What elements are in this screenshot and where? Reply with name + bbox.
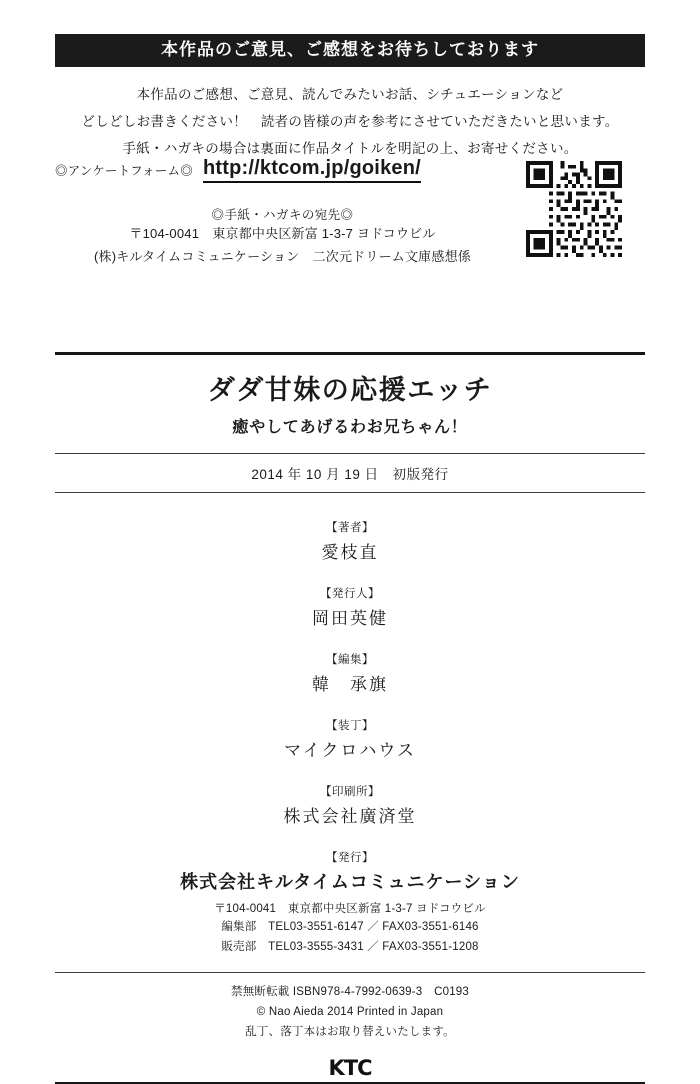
credit-role-design: 【装丁】 <box>326 720 374 733</box>
legal-top-rule <box>55 972 645 973</box>
feedback-body-line-1: 本作品のご感想、ご意見、読んでみたいお話、シチュエーションなど <box>136 87 564 103</box>
legal-block <box>55 982 645 1042</box>
feedback-body-line-2: どしどしお書きください！ 読者の皆様の声を参考にさせていただきたいと思います。 <box>81 114 619 130</box>
qr-code-icon <box>526 161 622 257</box>
publication-date: 2014 年 10 月 19 日 初版発行 <box>251 467 449 483</box>
credit-name-design: マイクロハウス <box>284 741 416 761</box>
credit-publisher-person <box>55 585 645 629</box>
feedback-contact-row <box>55 155 645 269</box>
credit-editor <box>55 651 645 695</box>
mail-address-block <box>55 205 510 269</box>
credit-name-printer: 株式会社廣済堂 <box>283 807 417 827</box>
credit-author <box>55 519 645 563</box>
ktc-logo-text: KTC <box>328 1055 372 1080</box>
mail-address-line-1: 〒104-0041 東京都中央区新富 1-3-7 ヨドコウビル <box>129 226 436 241</box>
feedback-header: 本作品のご意見、ご感想をお待ちしております <box>55 34 645 67</box>
publisher-logo <box>55 1056 645 1080</box>
mail-address-label: ◎手紙・ハガキの宛先◎ <box>211 208 354 222</box>
qr-code <box>526 161 622 257</box>
feedback-body <box>55 81 645 162</box>
legal-copyright: © Nao Aieda 2014 Printed in Japan <box>256 1005 444 1018</box>
colophon-top-rule <box>55 352 645 355</box>
survey-form-row <box>55 157 510 183</box>
book-subtitle: 癒やしてあげるわお兄ちゃん！ <box>232 419 468 437</box>
book-title: ダダ甘妹の応援エッチ <box>207 375 493 405</box>
credit-role-printer: 【印刷所】 <box>320 786 380 799</box>
credit-name-author: 愛枝直 <box>321 543 379 563</box>
credit-printer <box>55 783 645 827</box>
publisher-tel-sales: 販売部 TEL03-3555-3431 ／ FAX03-3551-1208 <box>221 940 479 953</box>
credits-list <box>55 519 645 957</box>
credit-role-author: 【著者】 <box>326 522 374 535</box>
pubdate-bottom-rule <box>55 492 645 493</box>
legal-defect-notice: 乱丁、落丁本はお取り替えいたします。 <box>245 1025 455 1038</box>
publisher-address: 〒104-0041 東京都中央区新富 1-3-7 ヨドコウビル <box>214 903 486 916</box>
credit-name-publisher-person: 岡田英健 <box>312 609 388 629</box>
survey-form-label: ◎アンケートフォーム◎ <box>55 164 193 178</box>
credit-design <box>55 717 645 761</box>
feedback-contact-text <box>55 155 510 269</box>
colophon-section <box>55 352 645 1084</box>
feedback-body-line-3: 手紙・ハガキの場合は裏面に作品タイトルを明記の上、お寄せください。 <box>122 141 578 157</box>
credit-role-editor: 【編集】 <box>326 654 374 667</box>
credit-name-publisher: 株式会社キルタイムコミュニケーション <box>180 872 520 893</box>
survey-form-url[interactable]: http://ktcom.jp/goiken/ <box>203 157 421 183</box>
legal-isbn: 禁無断転載 ISBN978-4-7992-0639-3 C0193 <box>231 985 469 998</box>
credit-publisher <box>55 849 645 957</box>
credit-name-editor: 韓 承旗 <box>312 675 388 695</box>
publisher-tel-editorial: 編集部 TEL03-3551-6147 ／ FAX03-3551-6146 <box>221 921 479 934</box>
credit-role-publisher-person: 【発行人】 <box>320 588 380 601</box>
mail-address-line-2: (株)キルタイムコミュニケーション 二次元ドリーム文庫感想係 <box>94 248 471 264</box>
credit-role-publisher: 【発行】 <box>326 852 374 865</box>
feedback-section <box>55 34 645 162</box>
